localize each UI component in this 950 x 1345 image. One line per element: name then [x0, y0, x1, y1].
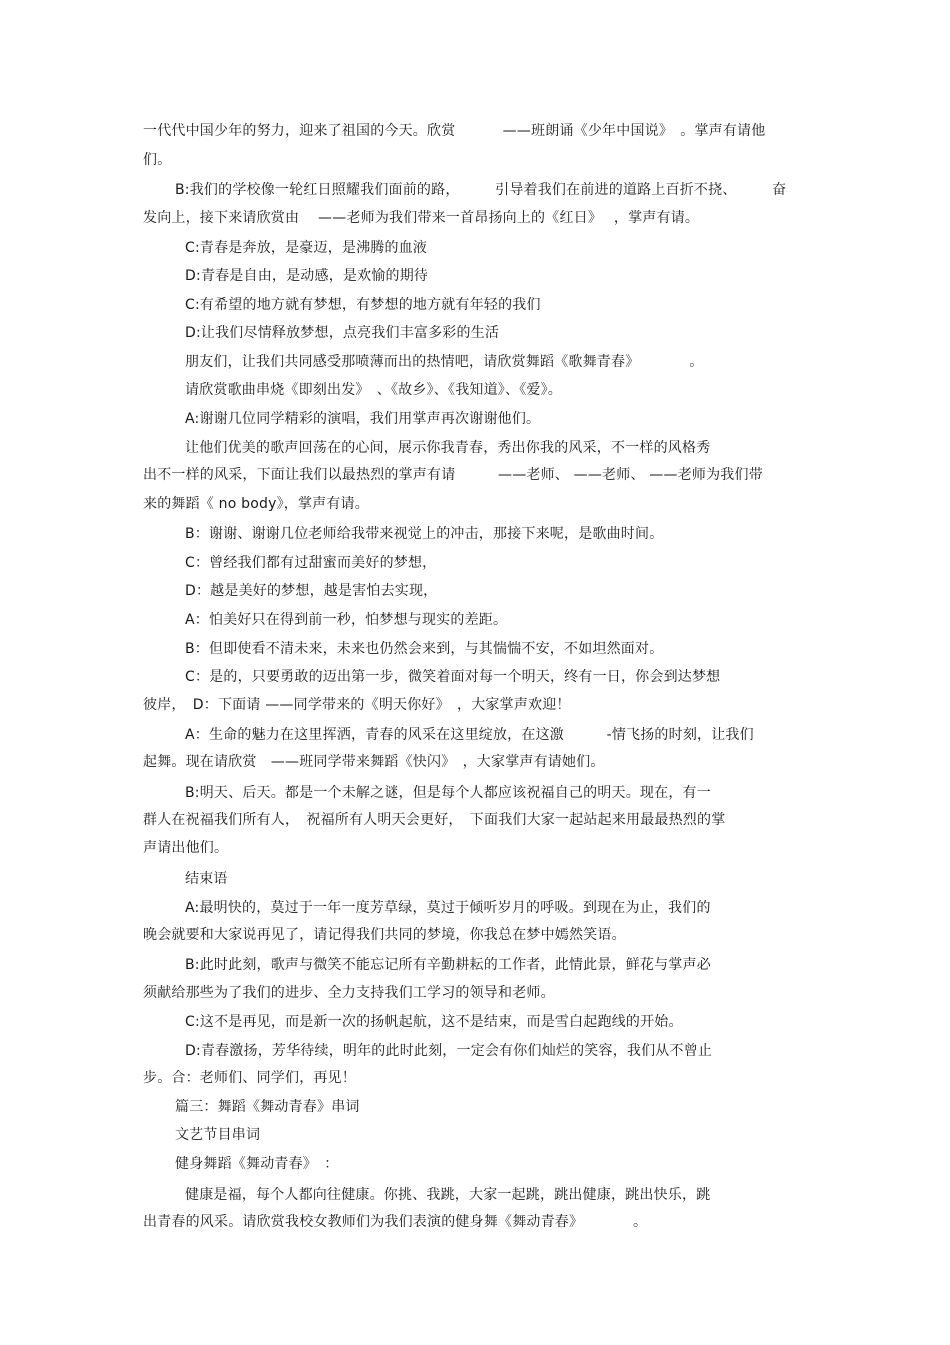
text-line: 来的舞蹈《 no body》，掌声有请。 — [143, 496, 369, 512]
text-line: 健康是福，每个人都向往健康。你挑、我跳，大家一起跳，跳出健康，跳出快乐，跳 — [185, 1187, 711, 1203]
text-line: A:谢谢几位同学精彩的演唱，我们用掌声再次谢谢他们。 — [185, 411, 541, 427]
text-line: 请欣赏歌曲串烧《即刻出发》 、《故乡》、《我知道》、《爱》。 — [185, 382, 562, 398]
section-heading: 篇三：舞蹈《舞动青春》串词 — [175, 1099, 360, 1115]
text-line: 让他们优美的歌声回荡在的心间，展示你我青春，秀出你我的风采，不一样的风格秀 — [185, 440, 711, 456]
text-line: C:有希望的地方就有梦想，有梦想的地方就有年轻的我们 — [185, 297, 541, 313]
text-line: 一代代中国少年的努力，迎来了祖国的今天。欣赏 ——班朗诵《少年中国说》 。掌声有请他 — [143, 123, 766, 139]
text-line: 出不一样的风采，下面让我们以最热烈的掌声有请 ——老师、 ——老师、 ——老师为我们带 — [143, 467, 763, 483]
text-line: 们。 — [143, 152, 172, 168]
text-line: 群人在祝福我们所有人， 祝福所有人明天会更好， 下面我们大家一起站起来用最最热烈的掌 — [143, 812, 726, 828]
text-line: C:这不是再见，而是新一次的扬帆起航，这不是结束，而是雪白起跑线的开始。 — [185, 1014, 683, 1030]
text-line: B：谢谢、谢谢几位老师给我带来视觉上的冲击，那接下来呢，是歌曲时间。 — [185, 526, 664, 542]
text-line: 出青春的风采。请欣赏我校女教师们为我们表演的健身舞《舞动青春》 。 — [143, 1214, 648, 1230]
text-line: 起舞。现在请欣赏 ——班同学带来舞蹈《快闪》 ，大家掌声有请她们。 — [143, 754, 605, 770]
text-line: B：但即使看不清未来，未来也仍然会来到，与其惴惴不安，不如坦然面对。 — [185, 641, 664, 657]
text-line: 彼岸， D：下面请 ——同学带来的《明天你好》 ，大家掌声欢迎！ — [143, 697, 571, 713]
text-line: D:青春激扬，芳华待续，明年的此时此刻，一定会有你们灿烂的笑容，我们从不曾止 — [185, 1043, 713, 1059]
text-line: C：曾经我们都有过甜蜜而美好的梦想， — [185, 555, 437, 571]
section-heading: 结束语 — [185, 871, 228, 887]
text-line: B:此时此刻，歌声与微笑不能忘记所有辛勤耕耘的工作者，此情此景，鲜花与掌声必 — [185, 957, 711, 973]
text-line: 朋友们，让我们共同感受那喷薄而出的热情吧，请欣赏舞蹈《歌舞青春》 。 — [185, 354, 704, 370]
text-line: 步。合：老师们、同学们，再见！ — [143, 1070, 356, 1086]
text-line: D:让我们尽情释放梦想，点亮我们丰富多彩的生活 — [185, 325, 500, 341]
text-line: A：生命的魅力在这里挥洒，青春的风采在这里绽放，在这激 -情飞扬的时刻，让我们 — [185, 727, 754, 743]
text-line: A:最明快的，莫过于一年一度芳草绿，莫过于倾听岁月的呼吸。到现在为止，我们的 — [185, 900, 711, 916]
text-line: D：越是美好的梦想，越是害怕去实现， — [185, 583, 438, 599]
text-line: A：怕美好只在得到前一秒，怕梦想与现实的差距。 — [185, 612, 508, 628]
text-line: C:青春是奔放，是豪迈，是沸腾的血液 — [185, 240, 428, 256]
text-line: C：是的，只要勇敢的迈出第一步，微笑着面对每一个明天，终有一日，你会到达梦想 — [185, 669, 721, 685]
text-line: 须献给那些为了我们的进步、全力支持我们工学习的领导和老师。 — [143, 985, 555, 1001]
text-line: D:青春是自由，是动感，是欢愉的期待 — [185, 268, 429, 284]
text-line: 发向上，接下来请欣赏由 ——老师为我们带来一首昂扬向上的《红日》 ，掌声有请。 — [143, 210, 700, 226]
text-line: 声请出他们。 — [143, 840, 229, 856]
section-heading: 文艺节目串词 — [175, 1127, 261, 1143]
text-line: B:明天、后天。都是一个未解之谜，但是每个人都应该祝福自己的明天。现在，有一 — [185, 785, 711, 801]
text-line: B:我们的学校像一轮红日照耀我们面前的路， 引导着我们在前进的道路上百折不挠、 奋 — [175, 182, 787, 198]
section-heading: 健身舞蹈《舞动青春》 ： — [175, 1156, 339, 1172]
text-line: 晚会就要和大家说再见了，请记得我们共同的梦境，你我总在梦中嫣然笑语。 — [143, 927, 626, 943]
